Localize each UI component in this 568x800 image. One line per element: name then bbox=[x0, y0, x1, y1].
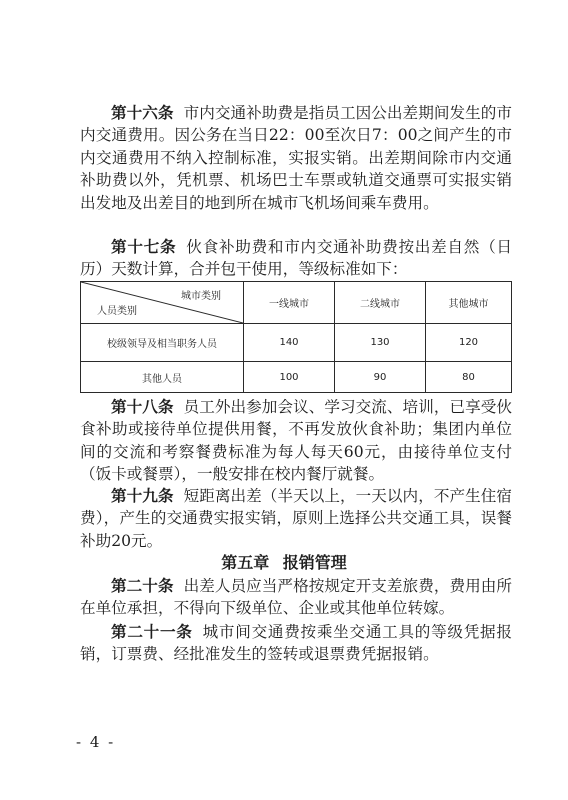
article-text: 出差人员应当严格按规定开支差旅费，费用由所在单位承担，不得向下级单位、企业或其他单位转嫁。 bbox=[80, 577, 512, 618]
article-label: 第二十一条 bbox=[111, 622, 193, 641]
page-number: - 4 - bbox=[76, 733, 116, 751]
column-header: 一线城市 bbox=[244, 282, 335, 324]
article-text: 短距离出差（半天以上，一天以内，不产生住宿费），产生的交通费实报实销，原则上选择公共交通工具，误餐补助20元。 bbox=[80, 487, 512, 550]
table-row bbox=[81, 324, 512, 362]
table-cell: 80 bbox=[426, 362, 512, 393]
article-20 bbox=[80, 575, 512, 620]
article-16 bbox=[80, 102, 512, 214]
table-header-row bbox=[81, 282, 512, 324]
article-label: 第十七条 bbox=[111, 237, 177, 256]
table-cell: 140 bbox=[244, 324, 335, 362]
table-cell: 100 bbox=[244, 362, 335, 393]
article-18 bbox=[80, 396, 512, 486]
article-label: 第十九条 bbox=[111, 486, 174, 505]
table-cell: 120 bbox=[426, 324, 512, 362]
chapter-number: 第五章 bbox=[221, 553, 270, 572]
column-header: 二线城市 bbox=[335, 282, 426, 324]
corner-top-label: 城市类别 bbox=[181, 291, 221, 302]
article-label: 第十八条 bbox=[111, 397, 174, 416]
table-corner-cell bbox=[81, 282, 244, 324]
article-text: 伙食补助费和市内交通补助费按出差自然（日历）天数计算，合并包干使用，等级标准如下： bbox=[80, 238, 512, 279]
row-label: 校级领导及相当职务人员 bbox=[81, 324, 244, 362]
table-row bbox=[81, 362, 512, 393]
article-21 bbox=[80, 621, 512, 666]
chapter-title: 报销管理 bbox=[282, 553, 347, 572]
column-header: 其他城市 bbox=[426, 282, 512, 324]
article-text: 市内交通补助费是指员工因公出差期间发生的市内交通费用。因公务在当日22：00至次日7：00之间产生的市内交通费用不纳入控制标准，实报实销。出差期间除市内交通补助费以外，凭机票、机场巴士车票或轨道交通票可实报实销出发地及出差目的地到所在城市飞机场间乘车费用。 bbox=[80, 104, 512, 212]
article-text: 城市间交通费按乘坐交通工具的等级凭据报销，订票费、经批准发生的签转或退票费凭据报销。 bbox=[80, 623, 512, 664]
allowance-standard-table bbox=[80, 281, 512, 393]
table-cell: 90 bbox=[335, 362, 426, 393]
article-17 bbox=[80, 236, 512, 281]
article-19 bbox=[80, 485, 512, 552]
article-label: 第二十条 bbox=[111, 576, 174, 595]
table-cell: 130 bbox=[335, 324, 426, 362]
article-text: 员工外出参加会议、学习交流、培训，已享受伙食补助或接待单位提供用餐，不再发放伙食补助；集团内单位间的交流和考察餐费标准为每人每天60元，由接待单位支付（饭卡或餐票），一般安排在校内餐厅就餐。 bbox=[80, 398, 512, 484]
corner-bottom-label: 人员类别 bbox=[97, 306, 137, 317]
article-label: 第十六条 bbox=[111, 103, 174, 122]
chapter-heading bbox=[0, 552, 568, 574]
row-label: 其他人员 bbox=[81, 362, 244, 393]
